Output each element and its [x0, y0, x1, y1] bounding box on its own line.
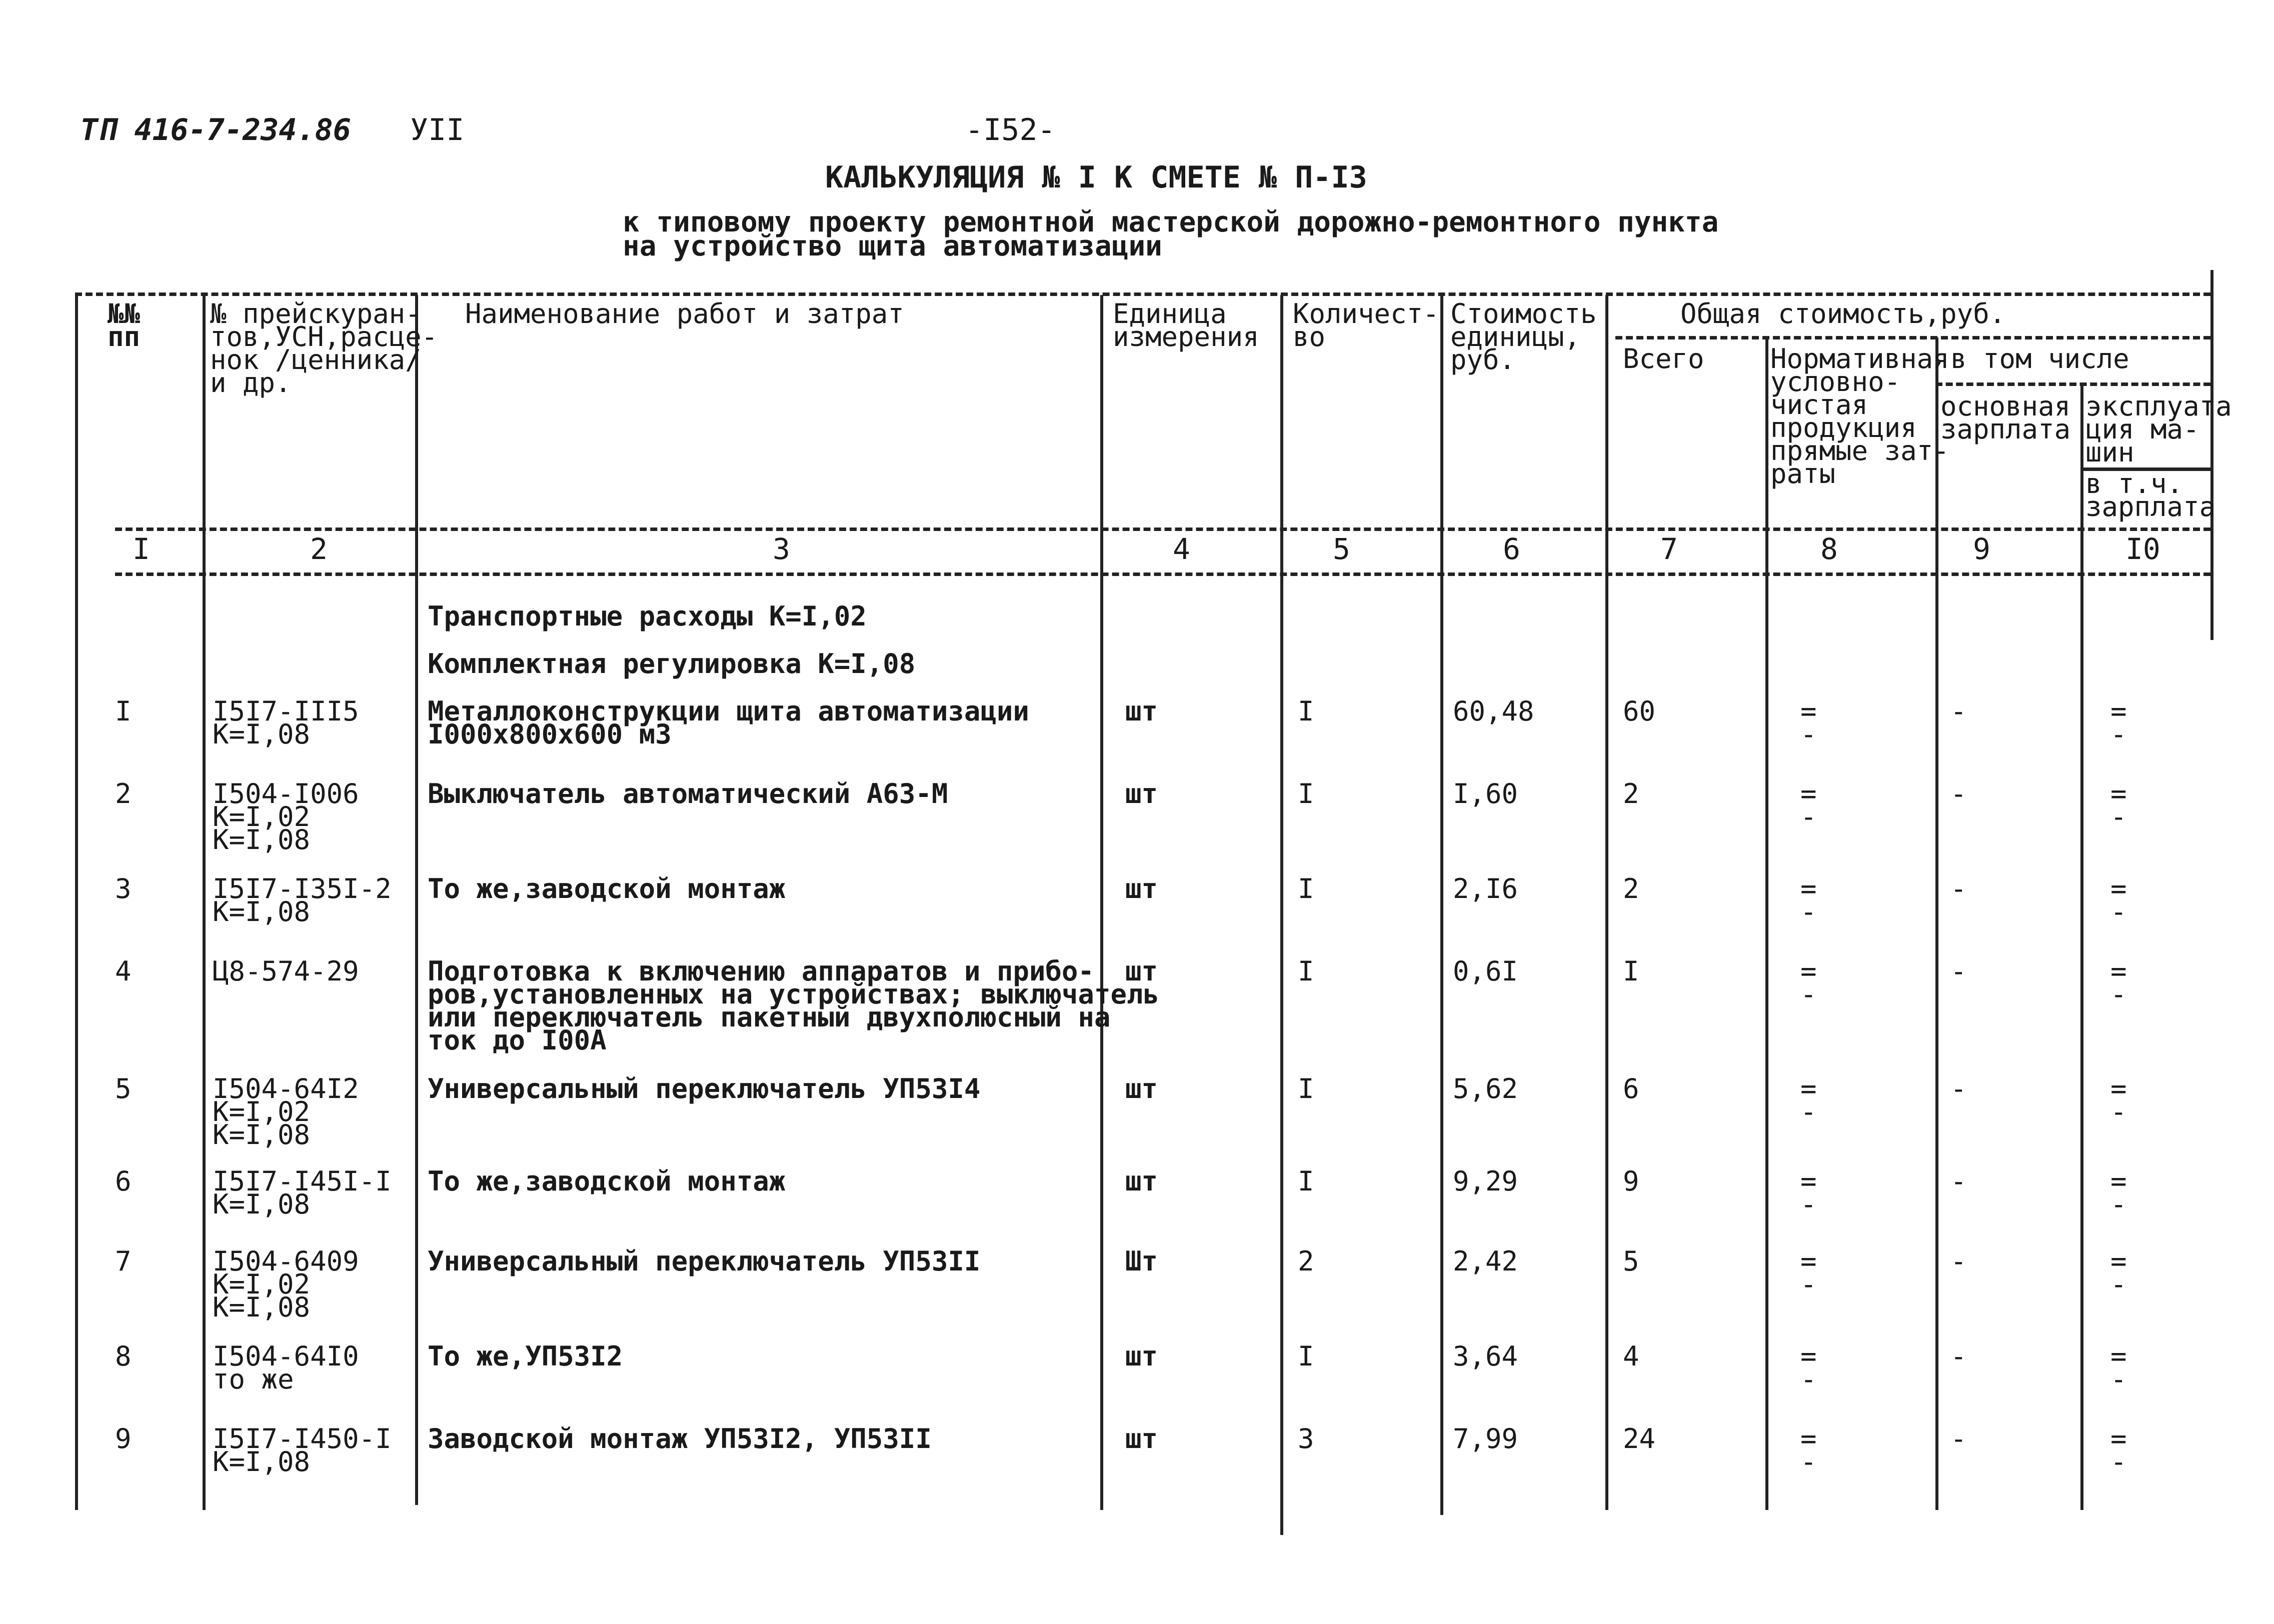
header-bottom-rule	[115, 528, 2210, 531]
header-col-5: Количест- во	[1293, 298, 1439, 352]
column-number-10: I0	[2125, 532, 2160, 566]
row-number: 6	[115, 1166, 132, 1197]
document-title: КАЛЬКУЛЯЦИЯ № I К СМЕТЕ № П-I3	[825, 160, 1367, 195]
row-work-name: Подготовка к включению аппаратов и прибо- ров,установленных на устройствах; выключатель или переключатель пакетный двухполюсный на ток до I00А	[428, 956, 1159, 1056]
album-number: УII	[410, 112, 465, 148]
row-total: 9	[1623, 1166, 1639, 1197]
row-unit-price: 2,42	[1453, 1246, 1518, 1277]
row-col9: -	[1950, 778, 1967, 810]
row-price-reference: I504-I006 К=I,02 К=I,08	[213, 778, 359, 856]
row-work-name: Заводской монтаж УП53I2, УП53II	[428, 1423, 932, 1454]
col-divider-7	[1765, 338, 1768, 1510]
row-col9: -	[1950, 1246, 1967, 1277]
page-number: -I52-	[965, 112, 1056, 148]
subtitle-line-2: на устройство щита автоматизации	[623, 230, 1162, 262]
col-divider-1	[203, 295, 206, 1510]
row-number: 2	[115, 778, 132, 810]
subtitle-line-1: к типовому проекту ремонтной мастерской дорожно-ремонтного пункта	[623, 206, 1719, 238]
row-work-name: То же,заводской монтаж	[428, 873, 786, 904]
row-total: I	[1623, 956, 1639, 987]
column-number-1: I	[133, 532, 150, 566]
row-unit: шт	[1125, 778, 1158, 810]
column-number-7: 7	[1660, 532, 1678, 566]
group-header-rule	[1615, 336, 2210, 340]
row-col9: -	[1950, 1423, 1967, 1454]
row-work-name: Универсальный переключатель УП53II	[428, 1246, 981, 1277]
row-price-reference: I504-64I2 К=I,02 К=I,08	[213, 1073, 359, 1150]
row-total: 24	[1623, 1423, 1656, 1454]
row-col8: = -	[1800, 1423, 1817, 1478]
row-col9: -	[1950, 1073, 1967, 1104]
col-divider-8	[1935, 338, 1938, 1510]
row-number: 5	[115, 1073, 132, 1104]
document-code: ТП 416-7-234.86	[80, 112, 351, 148]
row-unit-price: 5,62	[1453, 1073, 1518, 1104]
column-number-5: 5	[1333, 532, 1350, 566]
row-col8: = -	[1800, 778, 1817, 832]
row-price-reference: I5I7-I45I-I К=I,08	[213, 1166, 392, 1220]
row-col8: = -	[1800, 696, 1817, 750]
row-price-reference: I504-64I0 то же	[213, 1340, 359, 1395]
row-col10: = -	[2110, 873, 2127, 928]
row-price-reference: I5I7-I450-I К=I,08	[213, 1423, 392, 1478]
row-unit: шт	[1125, 873, 1158, 904]
row-col10: = -	[2110, 696, 2127, 750]
row-unit: шт	[1125, 1073, 1158, 1104]
header-col-4: Единица измерения	[1113, 298, 1259, 352]
row-quantity: I	[1298, 956, 1314, 987]
column-number-9: 9	[1973, 532, 1990, 566]
row-col9: -	[1950, 956, 1967, 987]
row-work-name: То же,заводской монтаж	[428, 1166, 786, 1197]
row-total: 2	[1623, 873, 1639, 904]
row-col10: = -	[2110, 956, 2127, 1010]
column-number-2: 2	[310, 532, 328, 566]
row-col8: = -	[1800, 1166, 1817, 1220]
row-price-reference: I5I7-I35I-2 К=I,08	[213, 873, 392, 928]
row-price-reference: Ц8-574-29	[213, 956, 359, 987]
row-col8: = -	[1800, 873, 1817, 928]
header-group-total-cost: Общая стоимость,руб.	[1680, 298, 2006, 330]
row-col10: = -	[2110, 1166, 2127, 1220]
col-divider-4	[1280, 295, 1283, 1535]
row-number: 7	[115, 1246, 132, 1277]
col-divider-2	[415, 295, 418, 1505]
row-number: 8	[115, 1340, 132, 1372]
col-divider-3	[1100, 295, 1103, 1510]
row-col9: -	[1950, 696, 1967, 727]
row-total: 6	[1623, 1073, 1639, 1104]
row-number: 3	[115, 873, 132, 904]
row-col9: -	[1950, 873, 1967, 904]
row-total: 60	[1623, 696, 1656, 727]
row-unit: шт	[1125, 956, 1158, 987]
col-divider-6	[1605, 295, 1608, 1510]
row-col10: = -	[2110, 1073, 2127, 1128]
header-col-2: № прейскуран- тов,УСН,расце- нок /ценника/ и др.	[210, 298, 438, 398]
row-quantity: 2	[1298, 1246, 1314, 1277]
row-number: I	[115, 696, 132, 727]
note-adjustment: Комплектная регулировка К=I,08	[428, 648, 916, 680]
row-col10: = -	[2110, 1423, 2127, 1478]
row-unit-price: 0,6I	[1453, 956, 1518, 987]
row-col9: -	[1950, 1166, 1967, 1197]
row-price-reference: I5I7-III5 К=I,08	[213, 696, 359, 750]
row-unit: шт	[1125, 1166, 1158, 1197]
note-transport: Транспортные расходы К=I,02	[428, 600, 867, 632]
col-divider-5	[1440, 295, 1443, 1515]
subgroup-header-rule	[1935, 382, 2210, 386]
row-work-name: Универсальный переключатель УП53I4	[428, 1073, 981, 1104]
row-col10: = -	[2110, 1246, 2127, 1300]
header-subgroup: в том числе	[1950, 343, 2129, 374]
row-unit: Шт	[1125, 1246, 1158, 1277]
header-col-3: Наименование работ и затрат	[465, 298, 904, 330]
row-work-name: То же,УП53I2	[428, 1340, 623, 1372]
column-number-8: 8	[1820, 532, 1838, 566]
row-col8: = -	[1800, 1246, 1817, 1300]
row-col8: = -	[1800, 1073, 1817, 1128]
row-work-name: Выключатель автоматический А63-М	[428, 778, 948, 810]
row-work-name: Металлоконструкции щита автоматизации I000x800x600 м3	[428, 696, 1029, 750]
header-col-10: эксплуата ция ма- шин	[2085, 390, 2232, 468]
row-unit-price: 2,I6	[1453, 873, 1518, 904]
row-unit-price: 60,48	[1453, 696, 1534, 727]
row-col9: -	[1950, 1340, 1967, 1372]
row-quantity: 3	[1298, 1423, 1314, 1454]
numbers-bottom-rule	[115, 572, 2210, 576]
row-number: 9	[115, 1423, 132, 1454]
row-unit-price: 3,64	[1453, 1340, 1518, 1372]
table-left-border	[75, 295, 78, 1510]
row-col8: = -	[1800, 956, 1817, 1010]
row-unit: шт	[1125, 1423, 1158, 1454]
table-top-rule	[75, 292, 2210, 296]
header-col-1: №№ пп	[108, 298, 141, 352]
header-col-8: Нормативная условно- чистая продукция прямые зат- раты	[1770, 343, 1949, 490]
row-unit: шт	[1125, 1340, 1158, 1372]
row-unit-price: 7,99	[1453, 1423, 1518, 1454]
row-price-reference: I504-6409 К=I,02 К=I,08	[213, 1246, 359, 1323]
row-unit-price: 9,29	[1453, 1166, 1518, 1197]
header-col-7: Всего	[1623, 343, 1704, 374]
column-number-3: 3	[773, 532, 790, 566]
row-total: 5	[1623, 1246, 1639, 1277]
row-number: 4	[115, 956, 132, 987]
col-divider-9	[2080, 382, 2083, 1510]
row-quantity: I	[1298, 1340, 1314, 1372]
header-col-10b: в т.ч. зарплата	[2085, 468, 2216, 522]
row-col10: = -	[2110, 1340, 2127, 1395]
row-total: 2	[1623, 778, 1639, 810]
row-unit-price: I,60	[1453, 778, 1518, 810]
row-quantity: I	[1298, 1166, 1314, 1197]
row-total: 4	[1623, 1340, 1639, 1372]
row-col8: = -	[1800, 1340, 1817, 1395]
row-col10: = -	[2110, 778, 2127, 832]
row-unit: шт	[1125, 696, 1158, 727]
column-number-4: 4	[1173, 532, 1190, 566]
row-quantity: I	[1298, 778, 1314, 810]
column-number-6: 6	[1503, 532, 1520, 566]
header-col-9: основная зарплата	[1940, 390, 2071, 445]
header-col-6: Стоимость единицы, руб.	[1450, 298, 1597, 376]
row-quantity: I	[1298, 873, 1314, 904]
row-quantity: I	[1298, 696, 1314, 727]
row-quantity: I	[1298, 1073, 1314, 1104]
